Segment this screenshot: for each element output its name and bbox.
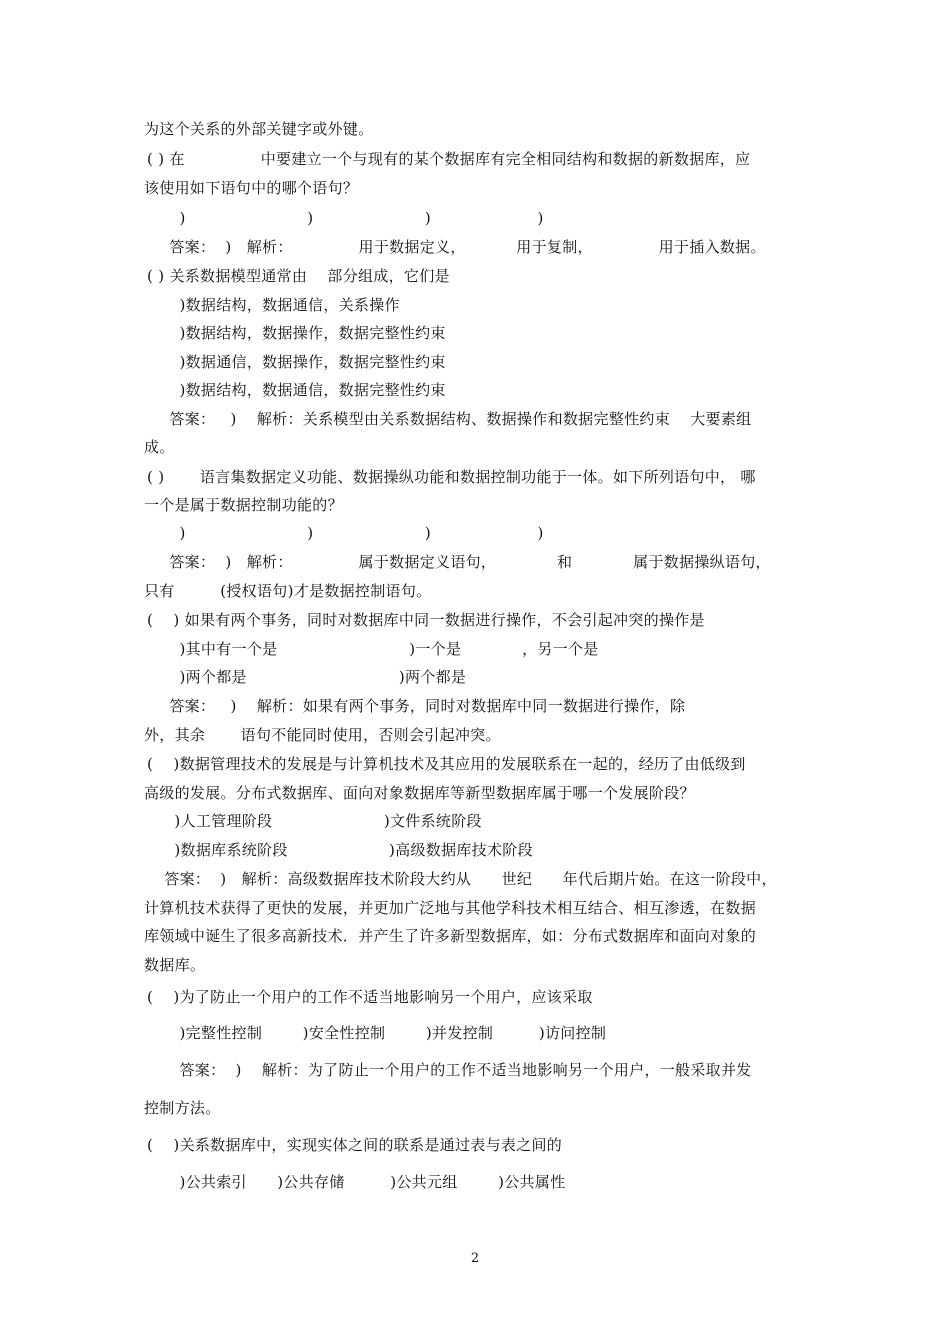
text-line: 答案： ) 解析： 用于数据定义， 用于复制， 用于插入数据。 — [144, 238, 766, 256]
text-line: 为这个关系的外部关键字或外键。 — [144, 120, 374, 138]
text-line: )公共索引 )公共存储 )公共元组 )公共属性 — [144, 1173, 566, 1191]
text-line: ( ) 关系数据模型通常由 部分组成，它们是 — [147, 267, 450, 285]
text-line: 控制方法。 — [144, 1099, 221, 1117]
text-line: 答案： ) 解析：高级数据库技术阶段大约从 世纪 年代后期片始。在这一阶段中， — [144, 870, 777, 888]
text-line: ( )为了防止一个用户的工作不适当地影响另一个用户，应该采取 — [147, 988, 593, 1006]
text-line: ( ) 语言集数据定义功能、数据操纵功能和数据控制功能于一体。如下所列语句中， 哪 — [147, 468, 756, 486]
text-line: 答案： ) 解析： 属于数据定义语句， 和 属于数据操纵语句， — [144, 553, 771, 571]
text-line: ( ) 在 中要建立一个与现有的某个数据库有完全相同结构和数据的新数据库，应 — [147, 150, 751, 168]
text-line: 一个是属于数据控制功能的？ — [144, 496, 343, 514]
text-line: 该使用如下语句中的哪个语句？ — [144, 179, 359, 197]
text-line: 答案： ) 解析：关系模型由关系数据结构、数据操作和数据完整性约束 大要素组 — [144, 410, 752, 428]
text-line: ) ) ) ) — [144, 524, 544, 542]
page-number: 2 — [470, 1251, 480, 1266]
text-line: )数据结构，数据通信，数据完整性约束 — [144, 381, 446, 399]
text-line: )完整性控制 )安全性控制 )并发控制 )访问控制 — [144, 1024, 607, 1042]
text-line: )数据库系统阶段 )高级数据库技术阶段 — [144, 841, 533, 859]
text-line: 计算机技术获得了更快的发展，并更加广泛地与其他学科技术相互结合、相互渗透，在数据 — [144, 899, 757, 917]
text-line: 只有 (授权语句)才是数据控制语句。 — [144, 582, 432, 600]
text-line: 高级的发展。分布式数据库、面向对象数据库等新型数据库属于哪一个发展阶段？ — [144, 784, 695, 802]
text-line: )两个都是 )两个都是 — [144, 668, 467, 686]
text-line: ( )数据管理技术的发展是与计算机技术及其应用的发展联系在一起的，经历了由低级到 — [147, 755, 746, 773]
text-line: 外，其余 语句不能同时使用，否则会引起冲突。 — [144, 726, 501, 744]
text-line: 答案： ) 解析：如果有两个事务，同时对数据库中同一数据进行操作，除 — [144, 697, 686, 715]
text-line: )数据通信，数据操作，数据完整性约束 — [144, 353, 446, 371]
text-line: 答案： ) 解析：为了防止一个用户的工作不适当地影响另一个用户，一般采取并发 — [144, 1061, 752, 1079]
text-line: )其中有一个是 )一个是 ，另一个是 — [144, 640, 599, 658]
text-line: ) ) ) ) — [144, 209, 544, 227]
text-line: ( ) 如果有两个事务，同时对数据库中同一数据进行操作，不会引起冲突的操作是 — [147, 611, 705, 629]
text-line: 库领域中诞生了很多高新技术．并产生了许多新型数据库，如：分布式数据库和面向对象的 — [144, 927, 757, 945]
text-line: )人工管理阶段 )文件系统阶段 — [144, 812, 482, 830]
text-line: 成。 — [144, 438, 175, 456]
text-line: 数据库。 — [144, 956, 206, 974]
text-line: )数据结构，数据操作，数据完整性约束 — [144, 324, 446, 342]
text-line: )数据结构，数据通信，关系操作 — [144, 296, 400, 314]
text-line: ( )关系数据库中，实现实体之间的联系是通过表与表之间的 — [147, 1136, 563, 1154]
